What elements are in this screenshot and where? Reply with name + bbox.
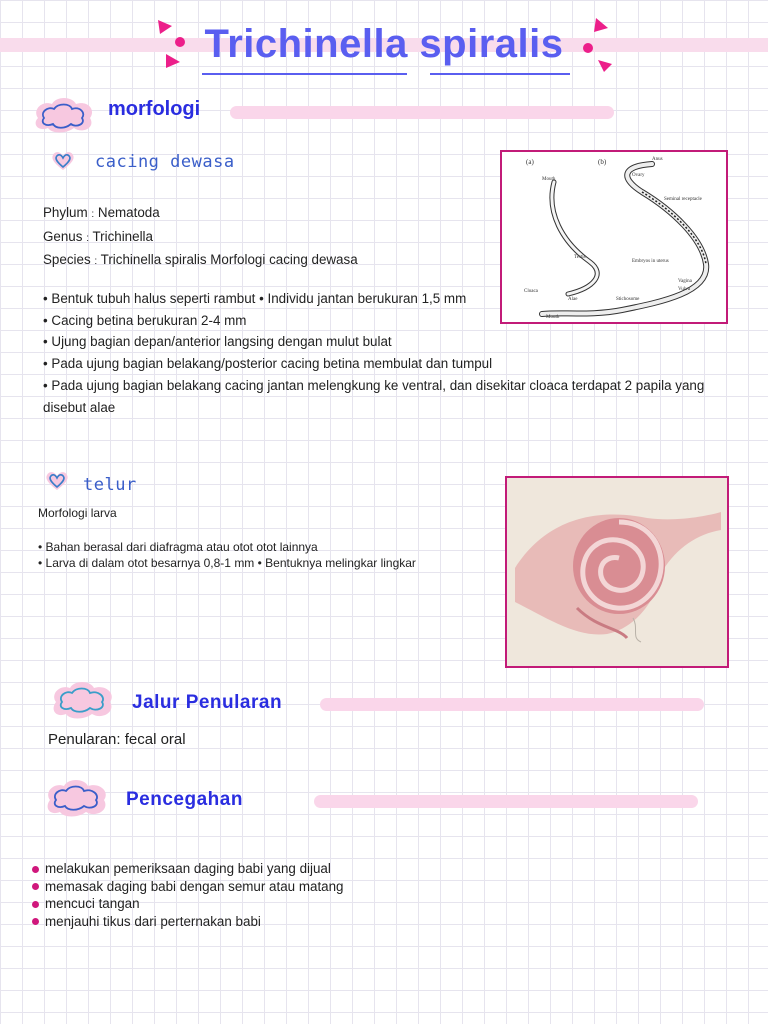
figure-label-b: (b) xyxy=(598,158,607,166)
telur-bullets xyxy=(38,539,498,571)
figure-label: Vulva xyxy=(678,287,690,292)
title-underline-right xyxy=(430,73,570,75)
bullet-dot-icon xyxy=(32,901,39,908)
figure-label: Mouth xyxy=(546,315,560,320)
pencegahan-list xyxy=(32,860,344,930)
cloud-icon xyxy=(42,778,112,818)
list-item: • Cacing betina berukuran 2-4 mm xyxy=(43,312,247,328)
list-item: • Pada ujung bagian belakang/posterior cacing betina membulat dan tumpul xyxy=(43,356,493,372)
encysted-larva-icon xyxy=(507,478,727,666)
figure-label: Vagina xyxy=(678,279,692,284)
figure-label: Embryos in uterus xyxy=(632,259,669,264)
taxonomy-row: Species : Trichinella spiralis Morfologi cacing dewasa xyxy=(43,252,358,268)
bullet-dot-icon xyxy=(32,866,39,873)
list-item: menjauhi tikus dari perternakan babi xyxy=(32,913,344,931)
list-item: mencuci tangan xyxy=(32,895,344,913)
worm-diagram-figure xyxy=(500,150,728,324)
worm-diagram-icon xyxy=(502,152,726,322)
taxonomy-block xyxy=(43,202,358,273)
figure-label: Alae xyxy=(568,297,578,302)
bullet-dot-icon xyxy=(32,918,39,925)
heading-band xyxy=(320,698,704,711)
figure-label: Anus xyxy=(652,157,663,162)
larva-micrograph-figure xyxy=(505,476,729,668)
figure-label: Mouth xyxy=(542,177,556,182)
bullet-dot-icon xyxy=(32,883,39,890)
heading-band xyxy=(230,106,614,119)
heart-icon xyxy=(44,470,70,492)
cacing-dewasa-subheading: cacing dewasa xyxy=(95,152,235,172)
telur-subheading: telur xyxy=(83,475,137,495)
taxonomy-row: Genus : Trichinella xyxy=(43,228,153,244)
page-title: Trichinella spiralis xyxy=(204,22,564,66)
list-item: • Ujung bagian depan/anterior langsing dengan mulut bulat xyxy=(43,334,392,350)
figure-label: Cloaca xyxy=(524,289,538,294)
cloud-icon xyxy=(48,680,118,720)
figure-label-a: (a) xyxy=(526,158,534,166)
morfologi-heading: morfologi xyxy=(108,98,201,120)
list-item: melakukan pemeriksaan daging babi yang dijual xyxy=(32,860,344,878)
heart-icon xyxy=(50,150,76,172)
taxonomy-row: Phylum : Nematoda xyxy=(43,205,160,220)
list-item: • Larva di dalam otot besarnya 0,8-1 mm • Bentuknya melingkar lingkar xyxy=(38,556,416,570)
list-item: memasak daging babi dengan semur atau matang xyxy=(32,878,344,896)
figure-label: Seminal receptacle xyxy=(664,197,702,202)
list-item: • Bentuk tubuh halus seperti rambut • Individu jantan berukuran 1,5 mm xyxy=(43,291,467,306)
figure-label: Stichosome xyxy=(616,297,640,302)
sparkle-left-icon xyxy=(150,16,190,72)
figure-label: Testis xyxy=(574,255,586,260)
title-underline-left xyxy=(202,73,407,75)
cloud-icon xyxy=(30,96,98,134)
penularan-text: Penularan: fecal oral xyxy=(48,731,186,748)
jalur-penularan-heading: Jalur Penularan xyxy=(132,692,283,713)
list-item: • Bahan berasal dari diafragma atau otot otot lainnya xyxy=(38,540,318,554)
pencegahan-heading: Pencegahan xyxy=(126,789,243,810)
heading-band xyxy=(314,795,698,808)
telur-intro: Morfologi larva xyxy=(38,506,117,520)
figure-label: Ovary xyxy=(632,173,645,178)
sparkle-right-icon xyxy=(578,14,618,74)
list-item: • Pada ujung bagian belakang cacing jantan melengkung ke ventral, dan disekitar cloaca terdapat 2 papila yang disebut alae xyxy=(43,377,705,415)
